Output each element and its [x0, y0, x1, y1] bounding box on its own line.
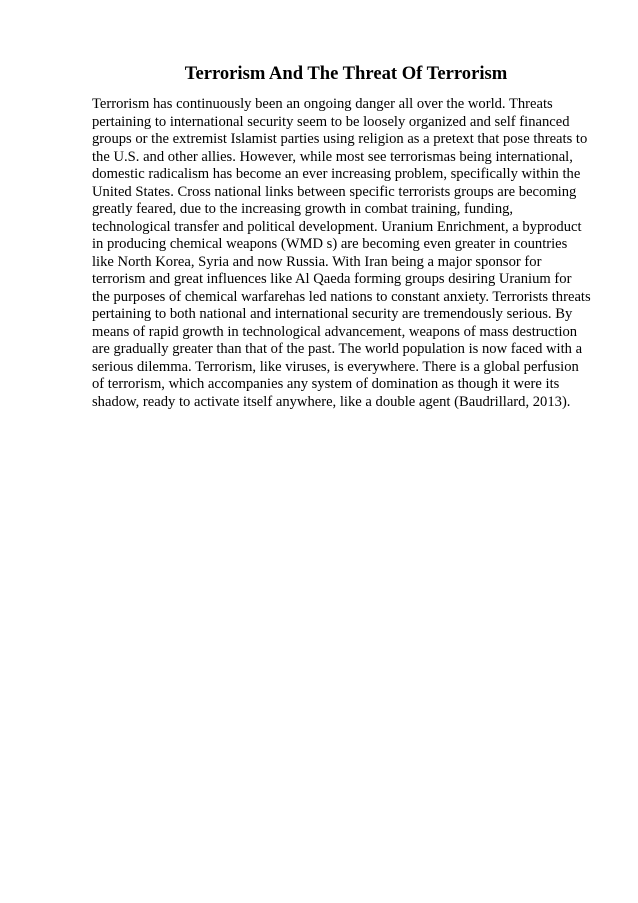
paragraph-line: the purposes of chemical warfarehas led nations to constant anxiety. Terrorists threats — [92, 288, 591, 305]
paragraph-line: groups or the extremist Islamist parties using religion as a pretext that pose threats to — [92, 131, 588, 147]
paragraph-line: like North Korea, Syria and now Russia. With Iran being a major sponsor for — [92, 253, 542, 270]
paragraph-line: shadow, ready to activate itself anywhere, like a double agent (Baudrillard, 2013). — [92, 393, 571, 410]
paragraph-line: the U.S. and other allies. However, while most see terrorismas being international, — [92, 148, 573, 165]
paragraph-line: are gradually greater than that of the past. The world population is now faced with a — [92, 341, 583, 357]
paragraph-line: serious dilemma. Terrorism, like viruses, is everywhere. There is a global perfusion — [92, 358, 579, 375]
body-paragraph — [92, 96, 612, 411]
paragraph-line: of terrorism, which accompanies any system of domination as though it were its — [92, 376, 560, 392]
paragraph-line: pertaining to international security seem to be loosely organized and self financed — [92, 113, 570, 130]
paragraph-line: Terrorism has continuously been an ongoing danger all over the world. Threats — [92, 96, 553, 112]
paragraph-line: pertaining to both national and international security are tremendously serious. By — [92, 306, 573, 322]
paragraph-line: greatly feared, due to the increasing growth in combat training, funding, — [92, 201, 514, 217]
document-title: Terrorism And The Threat Of Terrorism — [184, 63, 508, 84]
paragraph-line: terrorism and great influences like Al Qaeda forming groups desiring Uranium for — [92, 271, 572, 287]
paragraph-line: United States. Cross national links between specific terrorists groups are becoming — [92, 183, 577, 200]
paragraph-line: means of rapid growth in technological advancement, weapons of mass destruction — [92, 323, 578, 340]
paragraph-line: technological transfer and political development. Uranium Enrichment, a byproduct — [92, 218, 582, 235]
paragraph-line: in producing chemical weapons (WMD s) are becoming even greater in countries — [92, 236, 568, 252]
paragraph-line: domestic radicalism has become an ever increasing problem, specifically within the — [92, 166, 581, 182]
